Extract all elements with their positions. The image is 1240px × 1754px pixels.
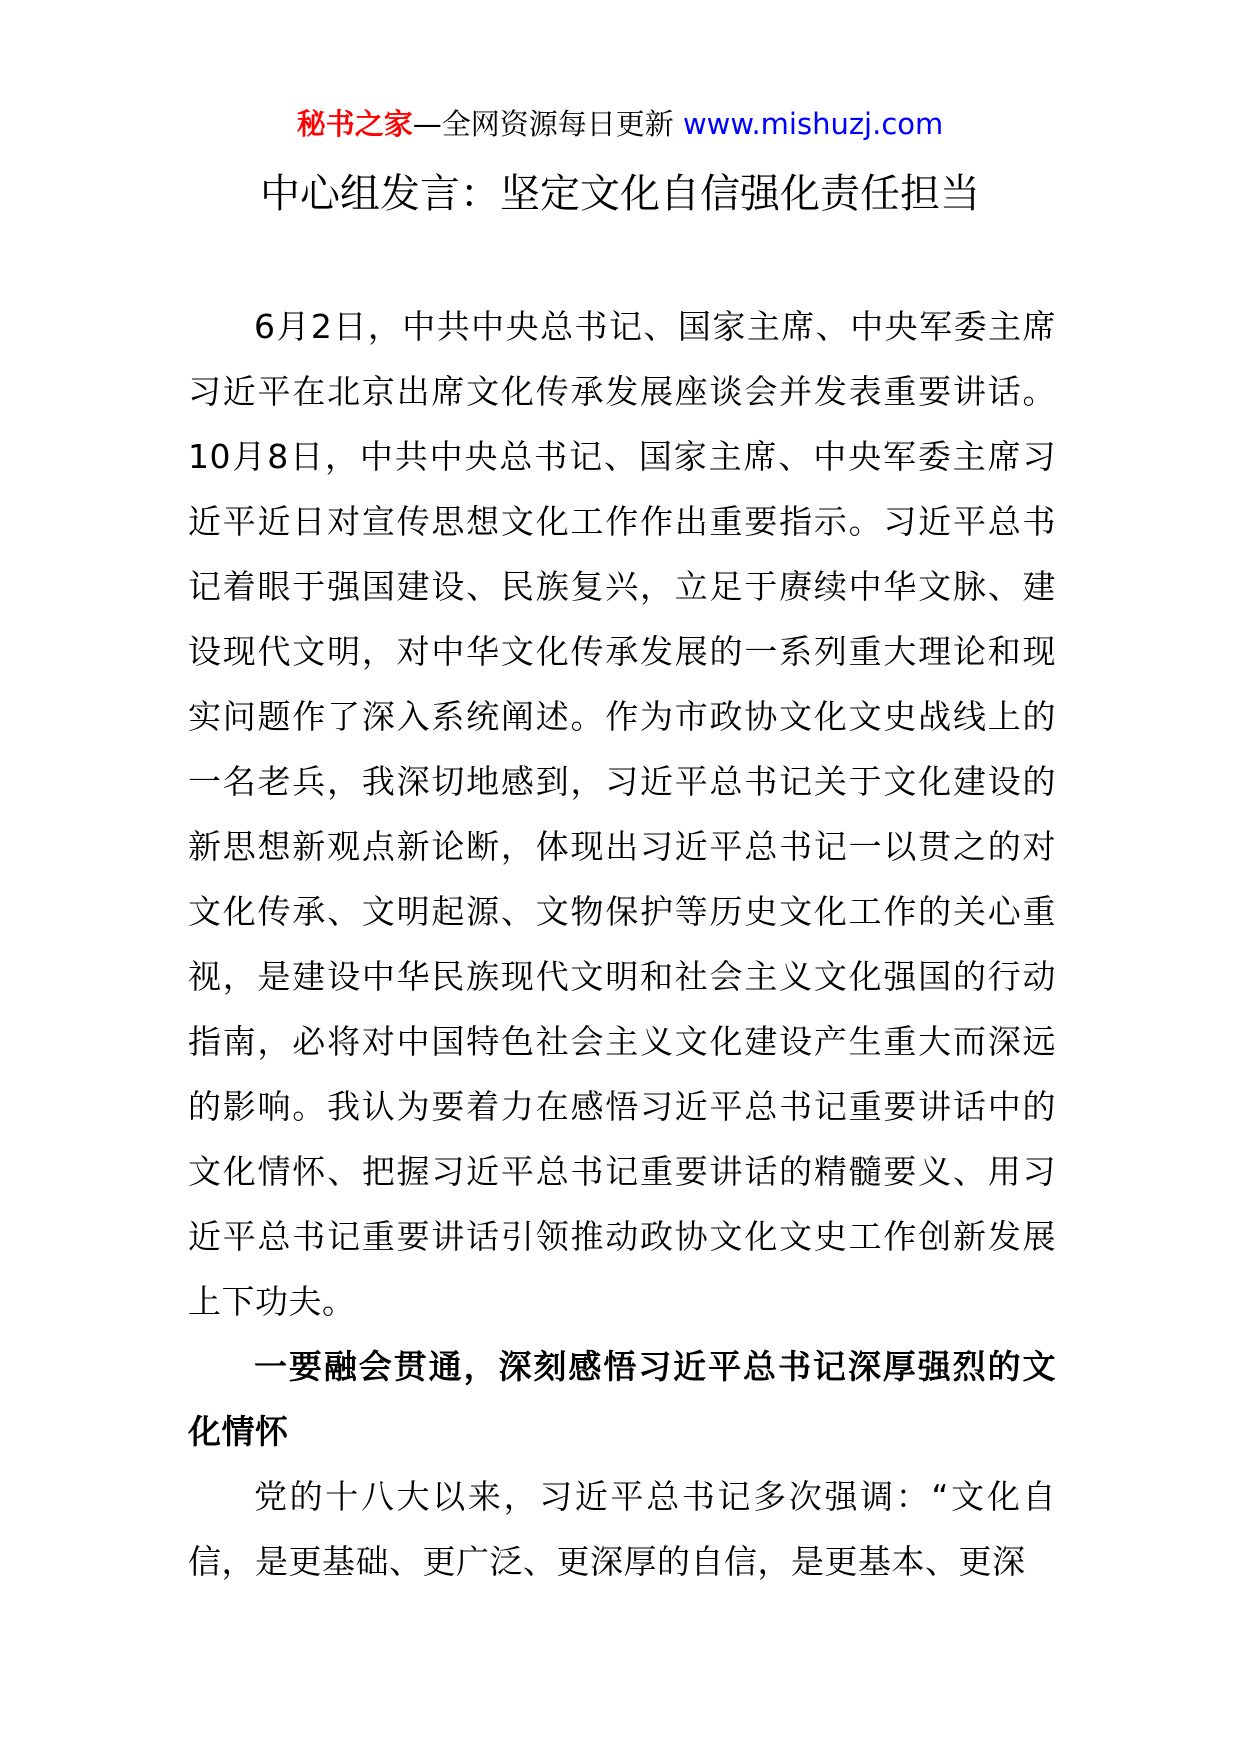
body-paragraph-section-one: 党的十八大以来，习近平总书记多次强调：“文化自信，是更基础、更广泛、更深厚的自信，是更基本、更深 [188, 1477, 1056, 1581]
site-header [0, 104, 1240, 144]
site-url-link[interactable]: www.mishuzj.com [682, 107, 944, 141]
site-brand: 秘书之家 [296, 107, 413, 141]
site-tagline: —全网资源每日更新 [412, 107, 674, 141]
section-heading-one: 一要融会贯通，深刻感悟习近平总书记深厚强烈的文化情怀 [188, 1347, 1056, 1451]
body-paragraph-intro: 6月2日，中共中央总书记、国家主席、中央军委主席习近平在北京出席文化传承发展座谈会并发表重要讲话。10月8日，中共中央总书记、国家主席、中央军委主席习近平近日对宣传思想文化工作作出重要指示。习近平总书记着眼于强国建设、民族复兴，立足于赓续中华文脉、建设现代文明，对中华文化传承发展的一系列重大理论和现实问题作了深入系统阐述。作为市政协文化文史战线上的一名老兵，我深切地感到，习近平总书记关于文化建设的新思想新观点新论断，体现出习近平总书记一以贯之的对文化传承、文明起源、文物保护等历史文化工作的关心重视，是建设中华民族现代文明和社会主义文化强国的行动指南，必将对中国特色社会主义文化建设产生重大而深远的影响。我认为要着力在感悟习近平总书记重要讲话中的文化情怀、把握习近平总书记重要讲话的精髓要义、用习近平总书记重要讲话引领推动政协文化文史工作创新发展上下功夫。 [188, 307, 1056, 1321]
document-body [188, 294, 1056, 1594]
document-title: 中心组发言：坚定文化自信强化责任担当 [260, 171, 980, 217]
